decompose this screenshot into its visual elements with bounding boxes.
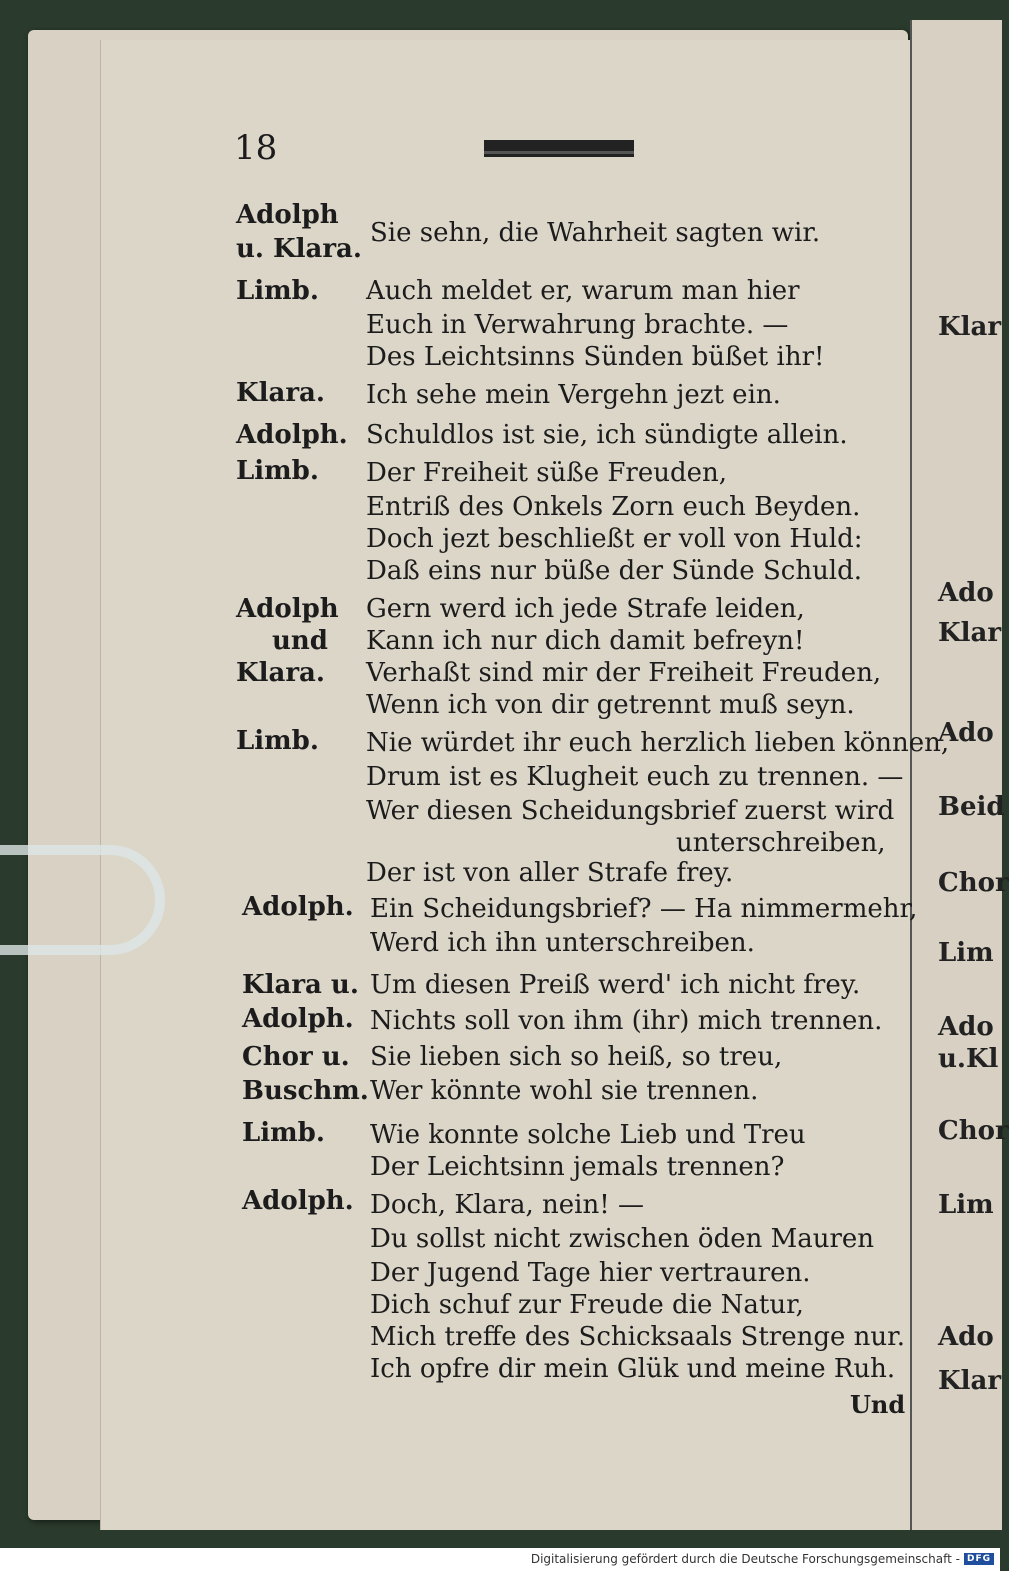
speaker-label: Adolph. [242, 1186, 354, 1216]
speaker-label: Adolph. [242, 1004, 354, 1034]
facing-speaker: u.Kl [938, 1044, 999, 1074]
speaker-label: Klara. [236, 658, 325, 688]
facing-speaker: Klar [938, 312, 1002, 342]
verse-line: Entriß des Onkels Zorn euch Beyden. [366, 492, 861, 522]
verse-line: Kann ich nur dich damit befreyn! [366, 626, 805, 656]
verse-line: Nie würdet ihr euch herzlich lieben können, [366, 728, 950, 758]
speaker-label: Chor u. [242, 1042, 350, 1072]
catchword: Und [850, 1390, 906, 1419]
verse-line: Euch in Verwahrung brachte. — [366, 310, 789, 340]
speaker-label: Limb. [242, 1118, 325, 1148]
facing-speaker: Lim [938, 1190, 994, 1220]
verse-line: Ein Scheidungsbrief? — Ha nimmermehr, [370, 894, 918, 924]
facing-speaker: Beid [938, 792, 1005, 822]
verse-line: Ich sehe mein Vergehn jezt ein. [366, 380, 781, 410]
verse-line: Wie konnte solche Lieb und Treu [370, 1120, 806, 1150]
speaker-label: und [272, 626, 328, 656]
dfg-logo-icon: DFG [964, 1553, 994, 1565]
speaker-label: Klara u. [242, 970, 359, 1000]
verse-line: Wer könnte wohl sie trennen. [370, 1076, 759, 1106]
verse-line: Der Freiheit süße Freuden, [366, 458, 728, 488]
facing-speaker: Chor [938, 868, 1009, 898]
verse-line: Mich treffe des Schicksaals Strenge nur. [370, 1322, 905, 1352]
verse-line: Der Leichtsinn jemals trennen? [370, 1152, 785, 1182]
facing-speaker: Ado [938, 718, 994, 748]
header-ornament-rule [484, 140, 634, 157]
facing-speaker: Lim [938, 938, 994, 968]
speaker-label: Buschm. [242, 1076, 369, 1106]
verse-line: Des Leichtsinns Sünden büßet ihr! [366, 342, 825, 372]
speaker-label: Adolph. [242, 892, 354, 922]
speaker-label: Adolph [236, 200, 339, 230]
verse-line: Auch meldet er, warum man hier [366, 276, 800, 306]
speaker-label: Adolph. [236, 420, 348, 450]
verse-line: Verhaßt sind mir der Freiheit Freuden, [366, 658, 882, 688]
verse-line: Du sollst nicht zwischen öden Mauren [370, 1224, 875, 1254]
page-number: 18 [234, 128, 278, 168]
verse-line: Doch, Klara, nein! — [370, 1190, 644, 1220]
verse-line: Daß eins nur büße der Sünde Schuld. [366, 556, 863, 586]
facing-speaker: Klar [938, 618, 1002, 648]
verse-line: Wer diesen Scheidungsbrief zuerst wird [366, 796, 895, 826]
verse-line: Sie lieben sich so heiß, so treu, [370, 1042, 783, 1072]
verse-line: unterschreiben, [676, 828, 886, 858]
speaker-label: Limb. [236, 456, 319, 486]
verse-line: Der Jugend Tage hier vertrauren. [370, 1258, 811, 1288]
facing-page [910, 20, 1009, 1530]
verse-line: Der ist von aller Strafe frey. [366, 858, 734, 888]
speaker-label: Klara. [236, 378, 325, 408]
footer-credit [531, 1552, 994, 1566]
facing-speaker: Ado [938, 1012, 994, 1042]
verse-line: Sie sehn, die Wahrheit sagten wir. [370, 218, 821, 248]
facing-speaker: Ado [938, 1322, 994, 1352]
verse-line: Nichts soll von ihm (ihr) mich trennen. [370, 1006, 883, 1036]
speaker-label: Adolph [236, 594, 339, 624]
page-clip [0, 845, 165, 955]
verse-line: Um diesen Preiß werd' ich nicht frey. [370, 970, 861, 1000]
verse-line: Gern werd ich jede Strafe leiden, [366, 594, 805, 624]
verse-line: Dich schuf zur Freude die Natur, [370, 1290, 804, 1320]
facing-speaker: Ado [938, 578, 994, 608]
facing-speaker: Chor [938, 1116, 1009, 1146]
speaker-label: Limb. [236, 276, 319, 306]
credit-text: Digitalisierung gefördert durch die Deutsche Forschungsgemeinschaft - [530, 1552, 960, 1566]
verse-line: Drum ist es Klugheit euch zu trennen. — [366, 762, 904, 792]
verse-line: Schuldlos ist sie, ich sündigte allein. [366, 420, 848, 450]
speaker-label: Limb. [236, 726, 319, 756]
verse-line: Ich opfre dir mein Glük und meine Ruh. [370, 1354, 896, 1384]
verse-line: Werd ich ihn unterschreiben. [370, 928, 755, 958]
speaker-label: u. Klara. [236, 234, 362, 264]
verse-line: Wenn ich von dir getrennt muß seyn. [366, 690, 855, 720]
verse-line: Doch jezt beschließt er voll von Huld: [366, 524, 863, 554]
facing-speaker: Klar [938, 1366, 1002, 1396]
